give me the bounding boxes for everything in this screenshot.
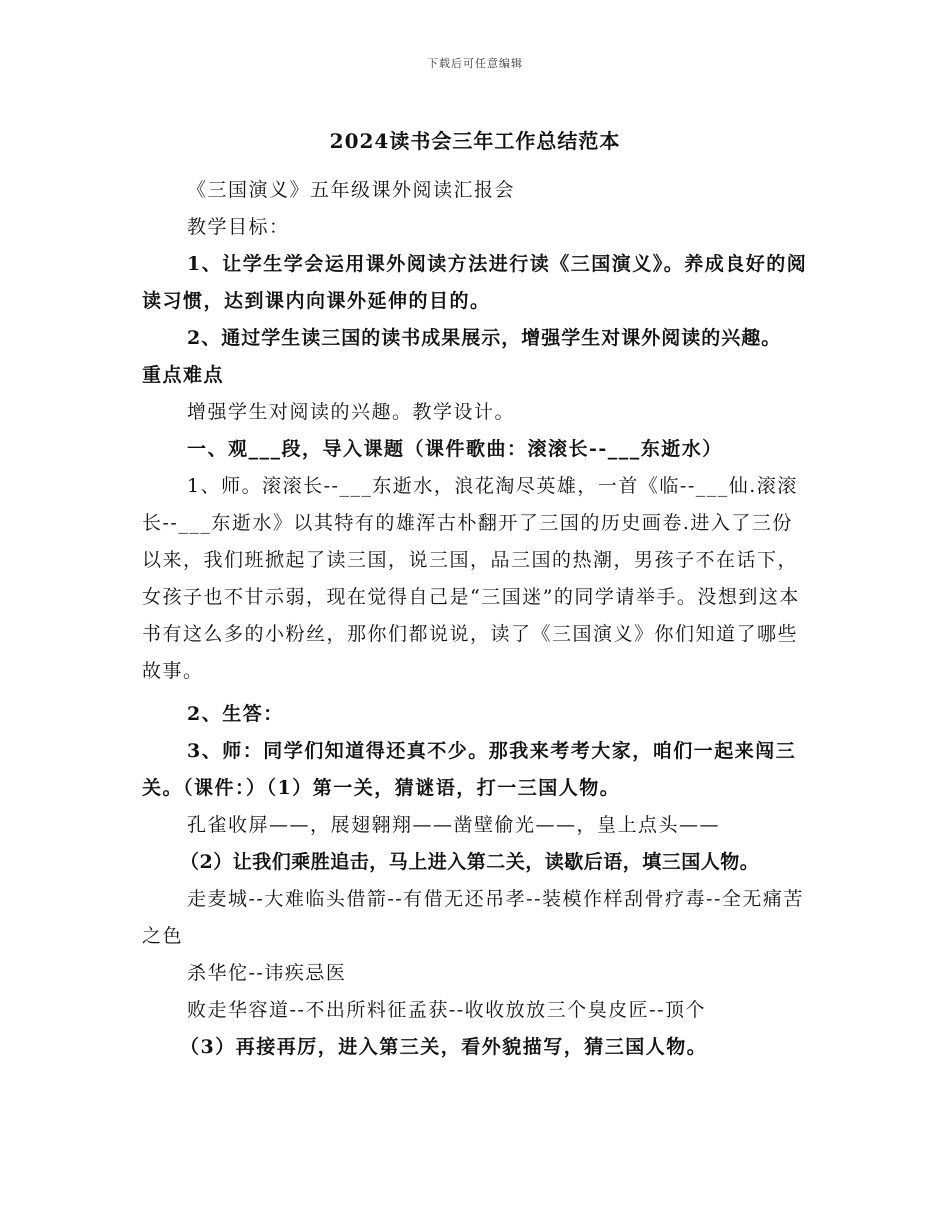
paragraph-section-1: 一、观___段，导入课题（课件歌曲：滚滚长--___东逝水） (187, 438, 723, 460)
paragraph-key-points: 重点难点 (142, 364, 225, 386)
paragraph-xiehouyu-1: 走麦城--大难临头借箭--有借无还吊孝--装模作样刮骨疗毒--全无痛苦之色 (142, 888, 804, 947)
paragraph-goal-2: 2、通过学生读三国的读书成果展示，增强学生对课外阅读的兴趣。 (187, 327, 782, 349)
document-title: 2024读书会三年工作总结范本 (329, 129, 621, 153)
paragraph-teacher-intro: 1、师。滚滚长--___东逝水，浪花淘尽英雄，一首《临--___仙.滚滚长--___东逝水》以其特有的雄浑古朴翻开了三国的历史画卷.进入了三份以来，我们班掀起了读三国，说三国，品三国的热潮，男孩子不在话下，女孩子也不甘示弱，现在觉得自己是“三国迷”的同学请举手。没想到这本书有这么多的小粉丝，那你们都说说，读了《三国演义》你们知道了哪些故事。 (142, 475, 800, 682)
header-note: 下载后可任意编辑 (427, 57, 523, 70)
document-body (142, 172, 812, 1066)
paragraph-xiehouyu-2: 杀华佗--讳疾忌医 (187, 962, 347, 984)
paragraph-key-points-body: 增强学生对阅读的兴趣。教学设计。 (187, 401, 516, 423)
paragraph-round-2: （2）让我们乘胜追击，马上进入第二关，读歇后语，填三国人物。 (180, 851, 760, 873)
paragraph-goal-1: 1、让学生学会运用课外阅读方法进行读《三国演义》。养成良好的阅读习惯，达到课内向课外延伸的目的。 (142, 253, 808, 312)
paragraph-goals-heading: 教学目标： (187, 216, 290, 238)
paragraph-riddles: 孔雀收屏——，展翅翱翔——凿壁偷光——，皇上点头—— (187, 814, 721, 836)
paragraph-subtitle: 《三国演义》五年级课外阅读汇报会 (187, 179, 516, 201)
paragraph-student-answer: 2、生答： (187, 703, 284, 725)
paragraph-xiehouyu-3: 败走华容道--不出所料征孟获--收收放放三个臭皮匠--顶个 (187, 999, 707, 1021)
paragraph-round-3: （3）再接再厉，进入第三关，看外貌描写，猜三国人物。 (180, 1036, 708, 1058)
paragraph-teacher-challenge: 3、师：同学们知道得还真不少。那我来考考大家，咱们一起来闯三关。（课件：）（1）第一关，猜谜语，打一三国人物。 (142, 740, 797, 799)
